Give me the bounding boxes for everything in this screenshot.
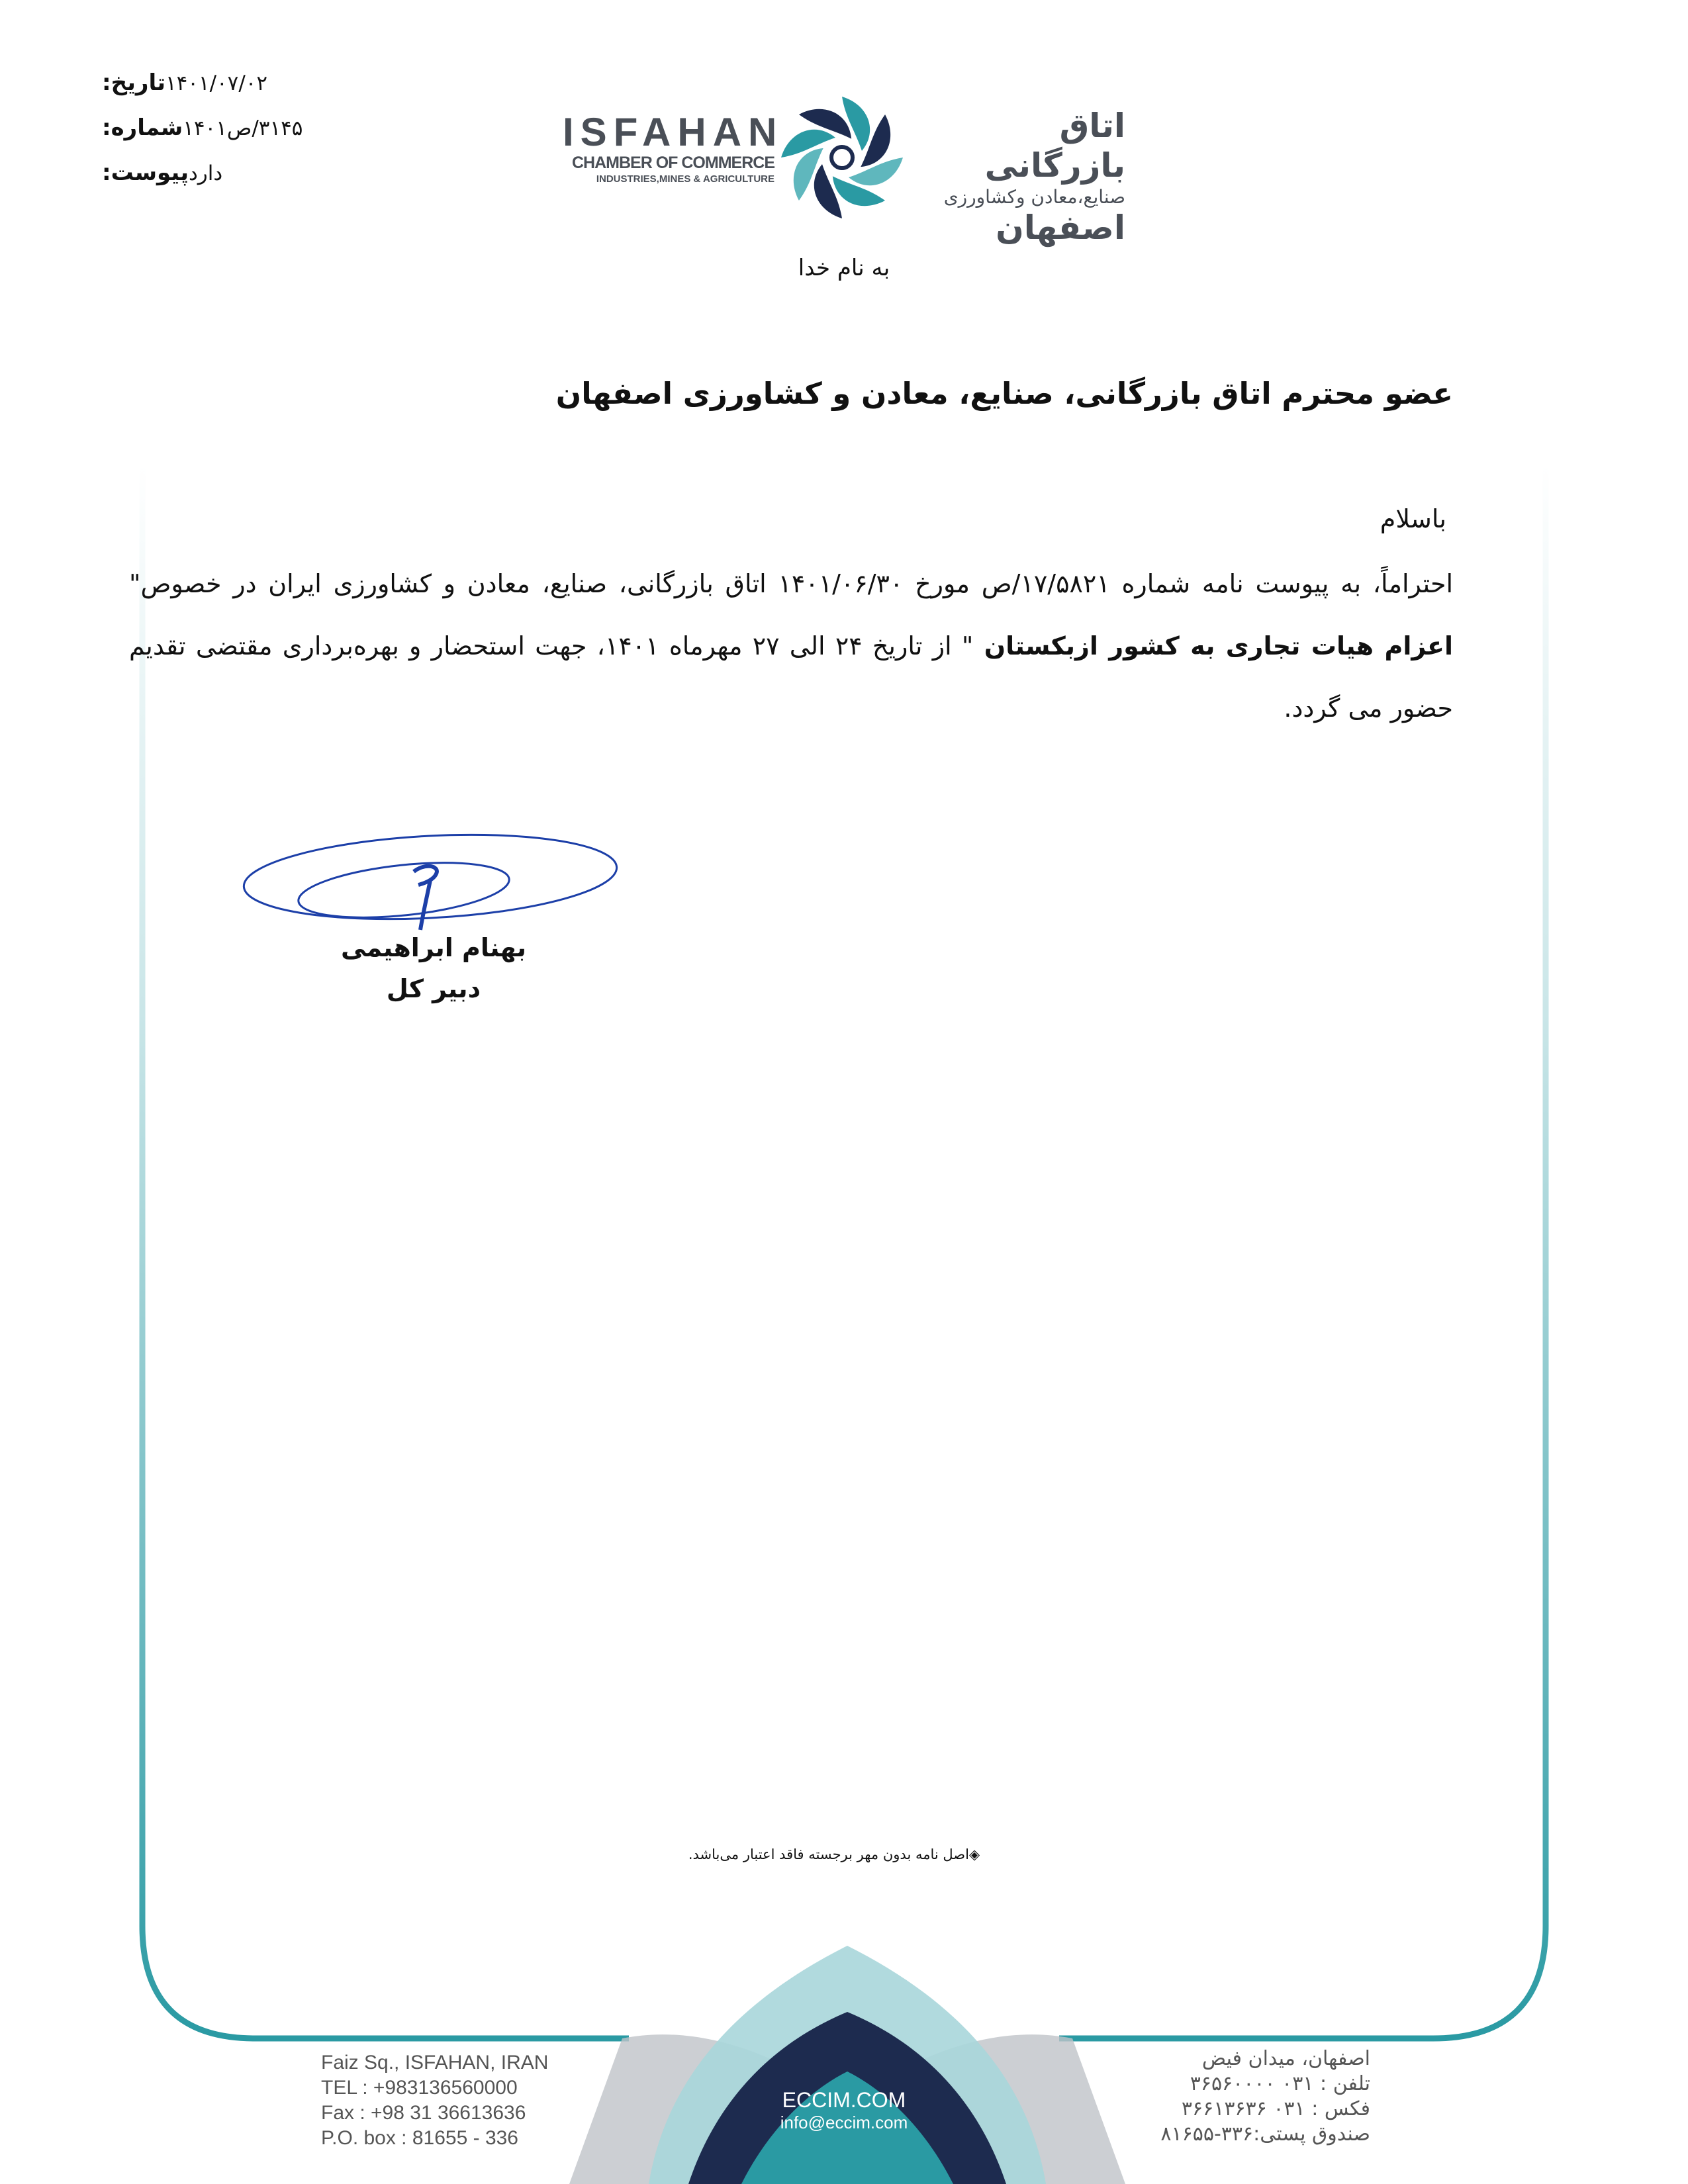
logo-fa-line3: اصفهان xyxy=(996,208,1125,247)
signer-name: بهنام ابراهیمی xyxy=(341,933,526,962)
logo-en-line1: ISFAHAN xyxy=(563,110,784,154)
body-part1: احتراماً، به پیوست نامه شماره ۱۷/۵۸۲۱/ص مورخ ۱۴۰۱/۰۶/۳۰ اتاق بازرگانی، صنایع، معادن و کشاورزی ایران در خصوص" xyxy=(129,569,1454,598)
attachment-row xyxy=(93,159,318,205)
footer-en-address: Faiz Sq., ISFAHAN, IRAN xyxy=(321,2052,549,2073)
logo-en-line2: CHAMBER OF COMMERCE xyxy=(572,154,774,172)
number-label: شماره: xyxy=(102,114,183,141)
body-part2: " از تاریخ ۲۴ الی ۲۷ مهرماه ۱۴۰۱، جهت استحضار و بهره‌برداری مقتضی تقدیم حضور می گردد. xyxy=(129,631,1453,723)
handwritten-signature xyxy=(238,824,629,943)
footer-en-pobox: P.O. box : 81655 - 336 xyxy=(321,2127,518,2149)
footer-email: info@eccim.com xyxy=(780,2113,908,2132)
footer-en-tel: TEL : +983136560000 xyxy=(321,2077,518,2099)
footer-website-block xyxy=(728,2088,960,2133)
date-value: ۱۴۰۱/۰۷/۰۲ xyxy=(165,71,268,95)
footer-fa-pobox: صندوق پستی:۳۳۶-۸۱۶۵۵ xyxy=(1160,2122,1370,2146)
logo-persian xyxy=(914,106,1125,246)
number-row xyxy=(93,114,318,159)
body-bold-subject: اعزام هیات تجاری به کشور ازبکستان xyxy=(973,631,1454,660)
logo-english xyxy=(563,110,784,187)
date-label: تاریخ: xyxy=(102,69,165,96)
footer-fa-tel: تلفن : ۰۳۱ ۳۶۵۶۰۰۰۰ xyxy=(1190,2072,1370,2095)
footer-fa-fax: فکس : ۰۳۱ ۳۶۶۱۳۶۳۶ xyxy=(1181,2097,1370,2120)
footer-contact-persian xyxy=(1125,2046,1370,2147)
attachment-label: پیوست: xyxy=(102,159,189,186)
letter-body xyxy=(129,553,1453,739)
greeting: باسلام xyxy=(1380,504,1446,533)
chamber-logo-icon xyxy=(776,91,908,224)
footer-fa-address: اصفهان، میدان فیض xyxy=(1201,2047,1370,2070)
logo-fa-line2: صنایع،معادن وکشاورزی xyxy=(943,186,1125,208)
footer-website: ECCIM.COM xyxy=(782,2088,906,2112)
footer-decoration xyxy=(569,1933,1125,2184)
recipient-line: عضو محترم اتاق بازرگانی، صنایع، معادن و کشاورزی اصفهان xyxy=(555,376,1453,411)
logo-fa-line1: اتاق بازرگانی xyxy=(984,107,1125,185)
attachment-value: دارد xyxy=(189,161,223,185)
validity-notice: ◈اصل نامه بدون مهر برجسته فاقد اعتبار می‌باشد. xyxy=(688,1846,980,1862)
basmala: به نام خدا xyxy=(798,255,890,281)
number-value: ۳۱۴۵/ص۱۴۰۱ xyxy=(183,116,303,140)
letter-meta xyxy=(93,69,318,205)
date-row xyxy=(93,69,318,114)
footer-en-fax: Fax : +98 31 36613636 xyxy=(321,2102,526,2124)
footer-contact-english xyxy=(321,2050,586,2151)
logo-en-line3: INDUSTRIES,MINES & AGRICULTURE xyxy=(596,173,774,185)
signer-title: دبیر کل xyxy=(386,974,481,1003)
